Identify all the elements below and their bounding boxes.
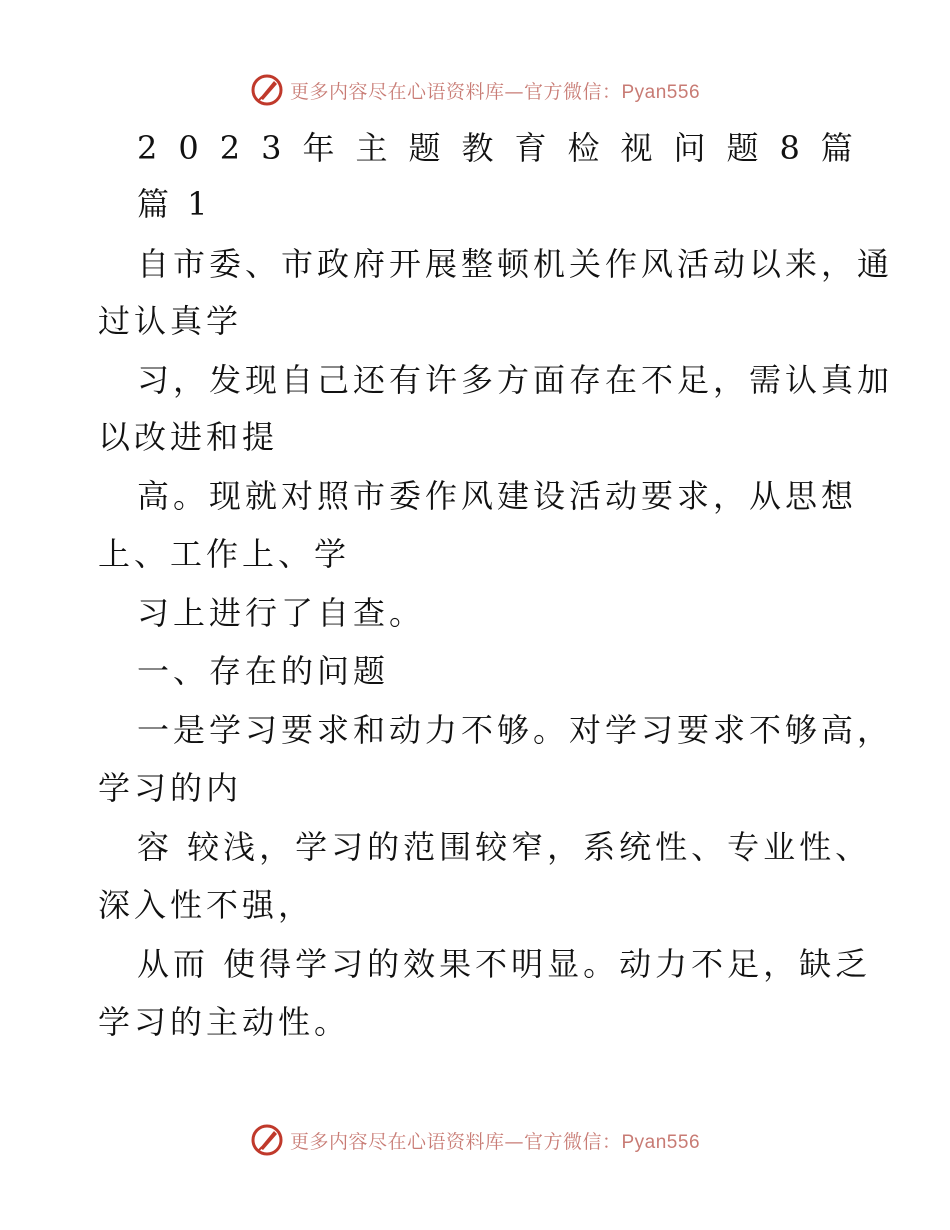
watermark-account: Pyan556	[621, 1131, 701, 1153]
paragraph-line: 过认真学	[98, 302, 243, 340]
paragraph-line: 习，发现自己还有许多方面存在不足，需认真加	[137, 361, 894, 399]
quill-logo-icon	[250, 73, 284, 107]
quill-logo-icon	[250, 1123, 284, 1157]
paragraph-line: 高。现就对照市委作风建设活动要求，从思想	[137, 477, 858, 515]
paragraph-line: 习上进行了自查。	[137, 594, 426, 632]
paragraph-line: 学习的主动性。	[98, 1003, 351, 1041]
watermark-text: 更多内容尽在心语资料库—官方微信：Pyan556	[289, 1130, 701, 1153]
header-watermark	[0, 70, 950, 110]
part-label: 篇 1	[137, 185, 212, 223]
paragraph-line: 深入性不强，	[98, 886, 315, 924]
paragraph-line: 一是学习要求和动力不够。对学习要求不够高，	[137, 711, 894, 749]
paragraph-line: 上、工作上、学	[98, 535, 351, 573]
document-title: 2023年主题教育检视问题8篇	[137, 129, 874, 167]
paragraph-line: 学习的内	[98, 769, 243, 807]
footer-watermark	[0, 1120, 950, 1160]
watermark-text: 更多内容尽在心语资料库—官方微信：Pyan556	[289, 80, 701, 103]
paragraph-line: 容 较浅，学习的范围较窄，系统性、专业性、	[137, 828, 872, 866]
paragraph-line: 自市委、市政府开展整顿机关作风活动以来，通	[137, 245, 894, 283]
section-heading: 一、存在的问题	[137, 652, 390, 690]
paragraph-line: 以改进和提	[98, 418, 279, 456]
watermark-account: Pyan556	[621, 81, 701, 103]
paragraph-line: 从而 使得学习的效果不明显。动力不足，缺乏	[137, 945, 872, 983]
